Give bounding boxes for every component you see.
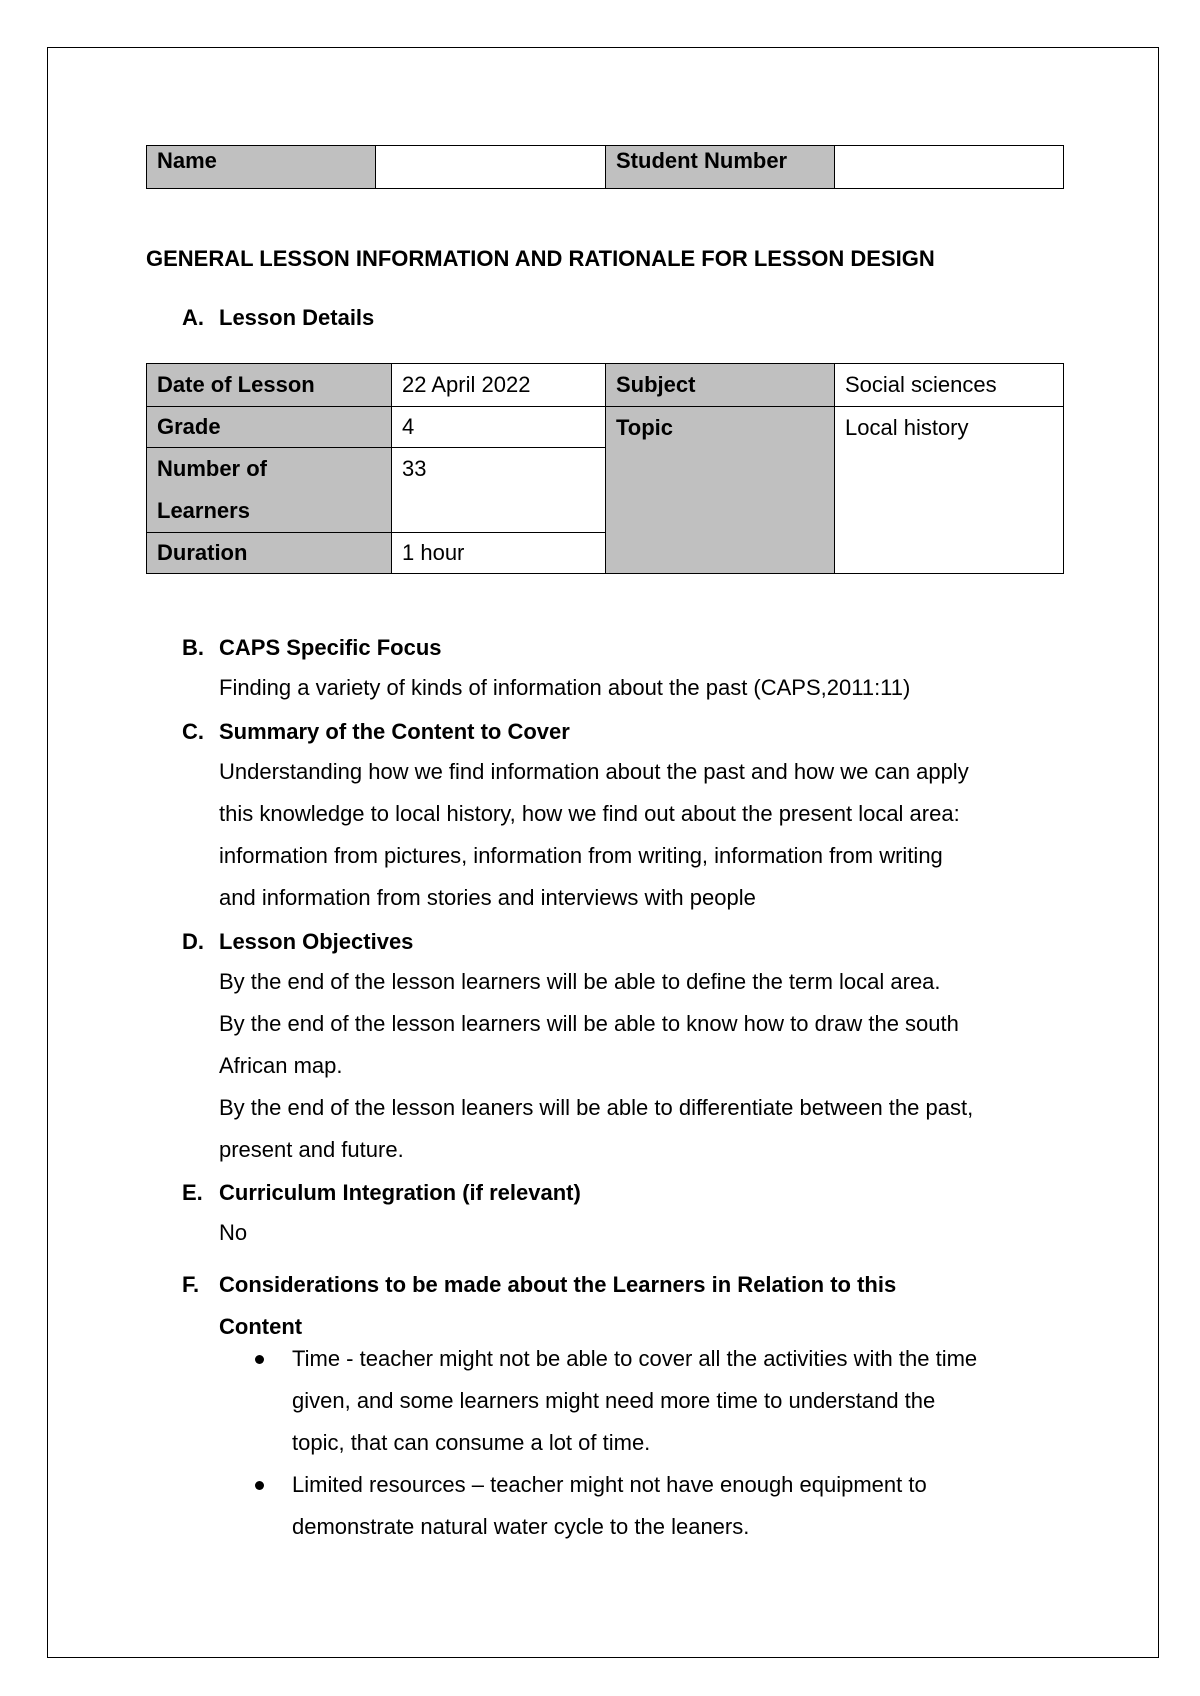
subject-label: Subject bbox=[606, 364, 835, 407]
list-item bbox=[219, 1338, 1079, 1464]
topic-label: Topic bbox=[606, 407, 835, 574]
section-b-heading bbox=[182, 635, 442, 661]
topic-value: Local history bbox=[835, 407, 1064, 574]
section-c-heading bbox=[182, 719, 570, 745]
duration-label: Duration bbox=[147, 533, 392, 574]
duration-value: 1 hour bbox=[392, 533, 606, 574]
section-b-title: CAPS Specific Focus bbox=[219, 635, 442, 660]
considerations-list bbox=[219, 1338, 1079, 1548]
learners-label-line1: Number of bbox=[157, 456, 267, 481]
section-d-body bbox=[219, 961, 1079, 1171]
section-a-title: Lesson Details bbox=[219, 305, 375, 330]
details-row-date bbox=[147, 364, 1064, 407]
learners-label bbox=[147, 448, 392, 533]
section-d-line: African map. bbox=[219, 1053, 343, 1078]
subject-value: Social sciences bbox=[835, 364, 1064, 407]
document-title: GENERAL LESSON INFORMATION AND RATIONALE FOR LESSON DESIGN bbox=[146, 246, 935, 271]
section-c-line: this knowledge to local history, how we find out about the present local area: bbox=[219, 801, 960, 826]
date-value: 22 April 2022 bbox=[392, 364, 606, 407]
bullet-icon bbox=[255, 1355, 264, 1364]
name-label: Name bbox=[147, 146, 376, 189]
section-e-title: Curriculum Integration (if relevant) bbox=[219, 1180, 581, 1205]
section-a-heading bbox=[182, 305, 374, 331]
section-c-title: Summary of the Content to Cover bbox=[219, 719, 570, 744]
section-d-heading bbox=[182, 929, 413, 955]
section-f-title-line2: Content bbox=[219, 1314, 303, 1339]
bullet-line: given, and some learners might need more time to understand the bbox=[292, 1388, 936, 1413]
section-d-line: By the end of the lesson leaners will be able to differentiate between the past, bbox=[219, 1095, 974, 1120]
bullet-icon bbox=[255, 1481, 264, 1490]
date-label: Date of Lesson bbox=[147, 364, 392, 407]
section-e-text: No bbox=[219, 1220, 248, 1245]
learners-value: 33 bbox=[392, 448, 606, 533]
section-d-title: Lesson Objectives bbox=[219, 929, 414, 954]
student-number-field[interactable] bbox=[835, 146, 1064, 189]
section-c-line: information from pictures, information from writing, information from writing bbox=[219, 843, 943, 868]
section-a-letter: A. bbox=[182, 305, 204, 330]
grade-value: 4 bbox=[392, 407, 606, 448]
section-b-letter: B. bbox=[182, 635, 204, 660]
section-d-line: By the end of the lesson learners will be able to define the term local area. bbox=[219, 969, 941, 994]
section-e-body bbox=[219, 1212, 1079, 1254]
student-number-label: Student Number bbox=[606, 146, 835, 189]
lesson-details-table bbox=[146, 363, 1064, 574]
identity-row bbox=[147, 146, 1064, 189]
section-f-heading bbox=[182, 1264, 896, 1348]
section-c-body bbox=[219, 751, 1079, 919]
identity-table bbox=[146, 145, 1064, 189]
details-row-grade bbox=[147, 407, 1064, 448]
bullet-line: topic, that can consume a lot of time. bbox=[292, 1430, 651, 1455]
section-b-text: Finding a variety of kinds of information about the past (CAPS,2011:11) bbox=[219, 675, 911, 700]
bullet-line: Limited resources – teacher might not have enough equipment to bbox=[292, 1472, 927, 1497]
section-f-title-line1: Considerations to be made about the Learners in Relation to this bbox=[219, 1272, 897, 1297]
section-e-heading bbox=[182, 1180, 581, 1206]
bullet-line: demonstrate natural water cycle to the leaners. bbox=[292, 1514, 750, 1539]
grade-label: Grade bbox=[147, 407, 392, 448]
section-b-body bbox=[219, 667, 1079, 709]
bullet-line: Time - teacher might not be able to cover all the activities with the time bbox=[292, 1346, 978, 1371]
section-d-letter: D. bbox=[182, 929, 204, 954]
name-field[interactable] bbox=[376, 146, 606, 189]
section-d-line: By the end of the lesson learners will be able to know how to draw the south bbox=[219, 1011, 959, 1036]
list-item bbox=[219, 1464, 1079, 1548]
section-c-line: Understanding how we find information about the past and how we can apply bbox=[219, 759, 969, 784]
learners-label-line2: Learners bbox=[157, 498, 250, 523]
section-d-line: present and future. bbox=[219, 1137, 404, 1162]
section-c-line: and information from stories and interviews with people bbox=[219, 885, 756, 910]
section-c-letter: C. bbox=[182, 719, 204, 744]
section-f-letter: F. bbox=[182, 1272, 200, 1297]
section-e-letter: E. bbox=[182, 1180, 203, 1205]
